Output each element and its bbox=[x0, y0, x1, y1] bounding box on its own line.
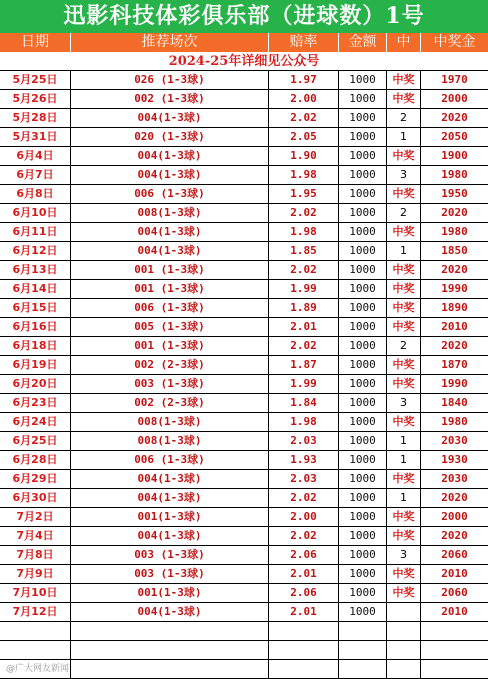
cell-date: 6月18日 bbox=[0, 337, 71, 355]
table-row bbox=[0, 565, 488, 584]
cell-amount: 1000 bbox=[339, 166, 387, 184]
cell-amount: 1000 bbox=[339, 527, 387, 545]
cell-pick: 001 (1-3球) bbox=[71, 261, 269, 279]
cell-amount: 1000 bbox=[339, 71, 387, 89]
cell-payout: 1870 bbox=[441, 358, 468, 371]
cell-amount: 1000 bbox=[339, 109, 387, 127]
cell-payout: 2010 bbox=[441, 320, 468, 333]
cell-payout: 1890 bbox=[441, 301, 468, 314]
cell-payout: 2030 bbox=[441, 472, 468, 485]
cell-payout: 2010 bbox=[441, 567, 468, 580]
cell-amount: 1000 bbox=[339, 318, 387, 336]
cell-date: 6月11日 bbox=[0, 223, 71, 241]
cell-pick: 008(1-3球) bbox=[71, 432, 269, 450]
cell-payout bbox=[421, 660, 488, 678]
cell-date: 5月26日 bbox=[0, 90, 71, 108]
cell-hit: 2 bbox=[387, 109, 421, 127]
table-row bbox=[0, 280, 488, 299]
cell-hit: 1 bbox=[387, 451, 421, 469]
cell-pick: 004(1-3球) bbox=[71, 470, 269, 488]
cell-date: 6月10日 bbox=[0, 204, 71, 222]
cell-odds: 2.03 bbox=[269, 470, 339, 488]
cell-amount: 1000 bbox=[339, 242, 387, 260]
cell-payout: 2020 bbox=[441, 206, 468, 219]
cell-amount: 1000 bbox=[339, 337, 387, 355]
cell-amount: 1000 bbox=[339, 299, 387, 317]
cell-date: 6月7日 bbox=[0, 166, 71, 184]
cell-pick: 002 (1-3球) bbox=[71, 90, 269, 108]
cell-hit: 中奖 bbox=[387, 71, 421, 89]
cell-date: 6月13日 bbox=[0, 261, 71, 279]
table-row bbox=[0, 470, 488, 489]
cell-payout: 2060 bbox=[441, 586, 468, 599]
table-row bbox=[0, 394, 488, 413]
cell-pick: 001 (1-3球) bbox=[71, 280, 269, 298]
table-row bbox=[0, 660, 488, 679]
cell-payout: 2020 bbox=[441, 491, 468, 504]
cell-odds: 1.95 bbox=[269, 185, 339, 203]
cell-hit: 中奖 bbox=[387, 318, 421, 336]
cell-date: 6月30日 bbox=[0, 489, 71, 507]
cell-hit: 中奖 bbox=[387, 584, 421, 602]
cell-payout: 2020 bbox=[441, 529, 468, 542]
cell-odds: 1.93 bbox=[269, 451, 339, 469]
table-row bbox=[0, 432, 488, 451]
cell-hit bbox=[387, 660, 421, 678]
cell-payout: 1990 bbox=[441, 282, 468, 295]
cell-pick: 004(1-3球) bbox=[71, 109, 269, 127]
cell-amount: 1000 bbox=[339, 565, 387, 583]
cell-pick: 006 (1-3球) bbox=[71, 185, 269, 203]
table-row bbox=[0, 603, 488, 622]
cell-payout: 1990 bbox=[441, 377, 468, 390]
cell-date: 6月4日 bbox=[0, 147, 71, 165]
table-row bbox=[0, 299, 488, 318]
table-row bbox=[0, 413, 488, 432]
cell-payout: 2000 bbox=[441, 92, 468, 105]
cell-amount: 1000 bbox=[339, 508, 387, 526]
cell-hit: 1 bbox=[387, 128, 421, 146]
cell-hit: 中奖 bbox=[387, 527, 421, 545]
cell-pick: 020 (1-3球) bbox=[71, 128, 269, 146]
cell-pick: 005 (1-3球) bbox=[71, 318, 269, 336]
cell-payout: 1840 bbox=[441, 396, 468, 409]
cell-amount bbox=[339, 641, 387, 659]
cell-date: 6月23日 bbox=[0, 394, 71, 412]
cell-hit: 1 bbox=[387, 489, 421, 507]
cell-amount: 1000 bbox=[339, 204, 387, 222]
cell-amount: 1000 bbox=[339, 394, 387, 412]
cell-pick: 008(1-3球) bbox=[71, 204, 269, 222]
cell-odds: 2.02 bbox=[269, 527, 339, 545]
cell-payout bbox=[421, 641, 488, 659]
cell-odds: 2.03 bbox=[269, 432, 339, 450]
cell-hit: 中奖 bbox=[387, 90, 421, 108]
cell-date bbox=[0, 641, 71, 659]
table-row bbox=[0, 223, 488, 242]
cell-hit: 1 bbox=[387, 432, 421, 450]
cell-payout: 2030 bbox=[441, 434, 468, 447]
table-row bbox=[0, 508, 488, 527]
cell-pick: 002 (2-3球) bbox=[71, 394, 269, 412]
table-row bbox=[0, 584, 488, 603]
cell-amount: 1000 bbox=[339, 223, 387, 241]
cell-odds bbox=[269, 641, 339, 659]
table-row bbox=[0, 622, 488, 641]
cell-hit: 3 bbox=[387, 394, 421, 412]
cell-hit: 2 bbox=[387, 204, 421, 222]
cell-date: 6月16日 bbox=[0, 318, 71, 336]
cell-pick: 001(1-3球) bbox=[71, 508, 269, 526]
cell-odds: 1.89 bbox=[269, 299, 339, 317]
cell-odds: 2.02 bbox=[269, 337, 339, 355]
cell-pick: 003 (1-3球) bbox=[71, 546, 269, 564]
cell-amount: 1000 bbox=[339, 280, 387, 298]
cell-payout: 2060 bbox=[441, 548, 468, 561]
cell-odds: 1.98 bbox=[269, 223, 339, 241]
cell-pick: 004(1-3球) bbox=[71, 489, 269, 507]
cell-payout: 2020 bbox=[441, 339, 468, 352]
cell-hit: 中奖 bbox=[387, 470, 421, 488]
cell-date: 6月24日 bbox=[0, 413, 71, 431]
table-row bbox=[0, 242, 488, 261]
table-row bbox=[0, 375, 488, 394]
cell-amount: 1000 bbox=[339, 147, 387, 165]
cell-date: 6月28日 bbox=[0, 451, 71, 469]
table-row bbox=[0, 185, 488, 204]
cell-hit: 1 bbox=[387, 242, 421, 260]
cell-amount: 1000 bbox=[339, 413, 387, 431]
cell-payout: 2050 bbox=[441, 130, 468, 143]
table-row bbox=[0, 90, 488, 109]
cell-payout: 2010 bbox=[441, 605, 468, 618]
cell-hit: 中奖 bbox=[387, 565, 421, 583]
cell-odds: 2.05 bbox=[269, 128, 339, 146]
cell-payout: 1970 bbox=[441, 73, 468, 86]
cell-odds: 1.90 bbox=[269, 147, 339, 165]
cell-payout bbox=[421, 622, 488, 640]
table-row bbox=[0, 204, 488, 223]
cell-pick bbox=[71, 641, 269, 659]
table-row bbox=[0, 527, 488, 546]
cell-pick: 004(1-3球) bbox=[71, 147, 269, 165]
cell-amount: 1000 bbox=[339, 356, 387, 374]
cell-amount: 1000 bbox=[339, 546, 387, 564]
cell-payout: 1900 bbox=[441, 149, 468, 162]
cell-hit: 中奖 bbox=[387, 356, 421, 374]
cell-odds: 2.06 bbox=[269, 546, 339, 564]
cell-pick: 001(1-3球) bbox=[71, 584, 269, 602]
cell-amount: 1000 bbox=[339, 185, 387, 203]
cell-odds: 1.99 bbox=[269, 280, 339, 298]
cell-date: 6月20日 bbox=[0, 375, 71, 393]
cell-odds: 2.02 bbox=[269, 204, 339, 222]
cell-amount: 1000 bbox=[339, 90, 387, 108]
cell-odds: 2.01 bbox=[269, 603, 339, 621]
cell-odds: 1.85 bbox=[269, 242, 339, 260]
cell-hit: 中奖 bbox=[387, 299, 421, 317]
cell-odds bbox=[269, 660, 339, 678]
cell-date: 7月2日 bbox=[0, 508, 71, 526]
cell-payout: 1930 bbox=[441, 453, 468, 466]
header-date: 日期 bbox=[0, 33, 71, 52]
cell-payout: 1950 bbox=[441, 187, 468, 200]
cell-amount: 1000 bbox=[339, 451, 387, 469]
cell-hit: 中奖 bbox=[387, 185, 421, 203]
table-row bbox=[0, 147, 488, 166]
cell-hit: 中奖 bbox=[387, 147, 421, 165]
cell-odds: 1.98 bbox=[269, 166, 339, 184]
cell-date: 7月10日 bbox=[0, 584, 71, 602]
sheet-subtitle: 2024-25年详细见公众号 bbox=[0, 52, 488, 71]
cell-date: 7月4日 bbox=[0, 527, 71, 545]
cell-pick: 006 (1-3球) bbox=[71, 299, 269, 317]
cell-amount: 1000 bbox=[339, 261, 387, 279]
table-row bbox=[0, 451, 488, 470]
cell-pick bbox=[71, 622, 269, 640]
cell-hit: 3 bbox=[387, 546, 421, 564]
cell-pick: 004(1-3球) bbox=[71, 603, 269, 621]
cell-hit: 中奖 bbox=[387, 375, 421, 393]
cell-odds bbox=[269, 622, 339, 640]
cell-odds: 2.02 bbox=[269, 261, 339, 279]
cell-hit: 中奖 bbox=[387, 508, 421, 526]
cell-odds: 1.97 bbox=[269, 71, 339, 89]
cell-amount: 1000 bbox=[339, 128, 387, 146]
cell-odds: 1.84 bbox=[269, 394, 339, 412]
cell-date: 6月8日 bbox=[0, 185, 71, 203]
cell-amount: 1000 bbox=[339, 603, 387, 621]
cell-date bbox=[0, 622, 71, 640]
cell-payout: 2020 bbox=[441, 263, 468, 276]
cell-odds: 2.06 bbox=[269, 584, 339, 602]
cell-pick: 002 (2-3球) bbox=[71, 356, 269, 374]
cell-pick: 008(1-3球) bbox=[71, 413, 269, 431]
cell-odds: 2.00 bbox=[269, 508, 339, 526]
cell-date: 7月9日 bbox=[0, 565, 71, 583]
cell-date: 7月12日 bbox=[0, 603, 71, 621]
cell-date: 6月12日 bbox=[0, 242, 71, 260]
cell-pick: 004(1-3球) bbox=[71, 166, 269, 184]
cell-date: 6月29日 bbox=[0, 470, 71, 488]
table-row bbox=[0, 641, 488, 660]
cell-pick: 003 (1-3球) bbox=[71, 375, 269, 393]
watermark: @广大网友新闻 bbox=[6, 664, 70, 674]
cell-hit bbox=[387, 622, 421, 640]
cell-odds: 2.00 bbox=[269, 90, 339, 108]
table-row bbox=[0, 318, 488, 337]
header-odds: 赔率 bbox=[269, 33, 339, 52]
table-row bbox=[0, 166, 488, 185]
cell-date: 5月28日 bbox=[0, 109, 71, 127]
table-row bbox=[0, 109, 488, 128]
cell-payout: 1980 bbox=[441, 168, 468, 181]
cell-hit bbox=[387, 603, 421, 621]
cell-payout: 2000 bbox=[441, 510, 468, 523]
cell-odds: 1.98 bbox=[269, 413, 339, 431]
table-row bbox=[0, 546, 488, 565]
cell-amount bbox=[339, 622, 387, 640]
header-hit: 中 bbox=[387, 33, 421, 52]
cell-hit bbox=[387, 641, 421, 659]
table-row bbox=[0, 337, 488, 356]
cell-hit: 中奖 bbox=[387, 413, 421, 431]
cell-pick: 004(1-3球) bbox=[71, 223, 269, 241]
table-row bbox=[0, 128, 488, 147]
header-amount: 金额 bbox=[339, 33, 387, 52]
cell-hit: 3 bbox=[387, 166, 421, 184]
cell-hit: 2 bbox=[387, 337, 421, 355]
header-payout: 中奖金 bbox=[421, 33, 488, 52]
cell-odds: 2.02 bbox=[269, 109, 339, 127]
cell-pick bbox=[71, 660, 269, 678]
cell-date: 7月8日 bbox=[0, 546, 71, 564]
cell-pick: 001 (1-3球) bbox=[71, 337, 269, 355]
cell-odds: 2.02 bbox=[269, 489, 339, 507]
cell-hit: 中奖 bbox=[387, 223, 421, 241]
cell-amount: 1000 bbox=[339, 375, 387, 393]
cell-amount bbox=[339, 660, 387, 678]
cell-amount: 1000 bbox=[339, 584, 387, 602]
table-row bbox=[0, 71, 488, 90]
cell-odds: 2.01 bbox=[269, 318, 339, 336]
cell-amount: 1000 bbox=[339, 432, 387, 450]
cell-date: 6月14日 bbox=[0, 280, 71, 298]
table-row bbox=[0, 261, 488, 280]
cell-pick: 006 (1-3球) bbox=[71, 451, 269, 469]
table-row bbox=[0, 356, 488, 375]
cell-pick: 004(1-3球) bbox=[71, 527, 269, 545]
table-row bbox=[0, 489, 488, 508]
cell-odds: 1.87 bbox=[269, 356, 339, 374]
cell-payout: 1980 bbox=[441, 225, 468, 238]
cell-amount: 1000 bbox=[339, 489, 387, 507]
cell-date: 5月25日 bbox=[0, 71, 71, 89]
cell-date: 6月19日 bbox=[0, 356, 71, 374]
cell-pick: 026 (1-3球) bbox=[71, 71, 269, 89]
cell-hit: 中奖 bbox=[387, 261, 421, 279]
cell-payout: 2020 bbox=[441, 111, 468, 124]
cell-odds: 2.01 bbox=[269, 565, 339, 583]
cell-date: 5月31日 bbox=[0, 128, 71, 146]
cell-odds: 1.99 bbox=[269, 375, 339, 393]
sheet-title: 迅影科技体彩俱乐部（进球数）1号 bbox=[0, 0, 488, 33]
cell-hit: 中奖 bbox=[387, 280, 421, 298]
cell-amount: 1000 bbox=[339, 470, 387, 488]
cell-date: 6月15日 bbox=[0, 299, 71, 317]
cell-pick: 003 (1-3球) bbox=[71, 565, 269, 583]
cell-payout: 1850 bbox=[441, 244, 468, 257]
cell-pick: 004(1-3球) bbox=[71, 242, 269, 260]
cell-payout: 1980 bbox=[441, 415, 468, 428]
header-pick: 推荐场次 bbox=[71, 33, 269, 52]
cell-date: 6月25日 bbox=[0, 432, 71, 450]
